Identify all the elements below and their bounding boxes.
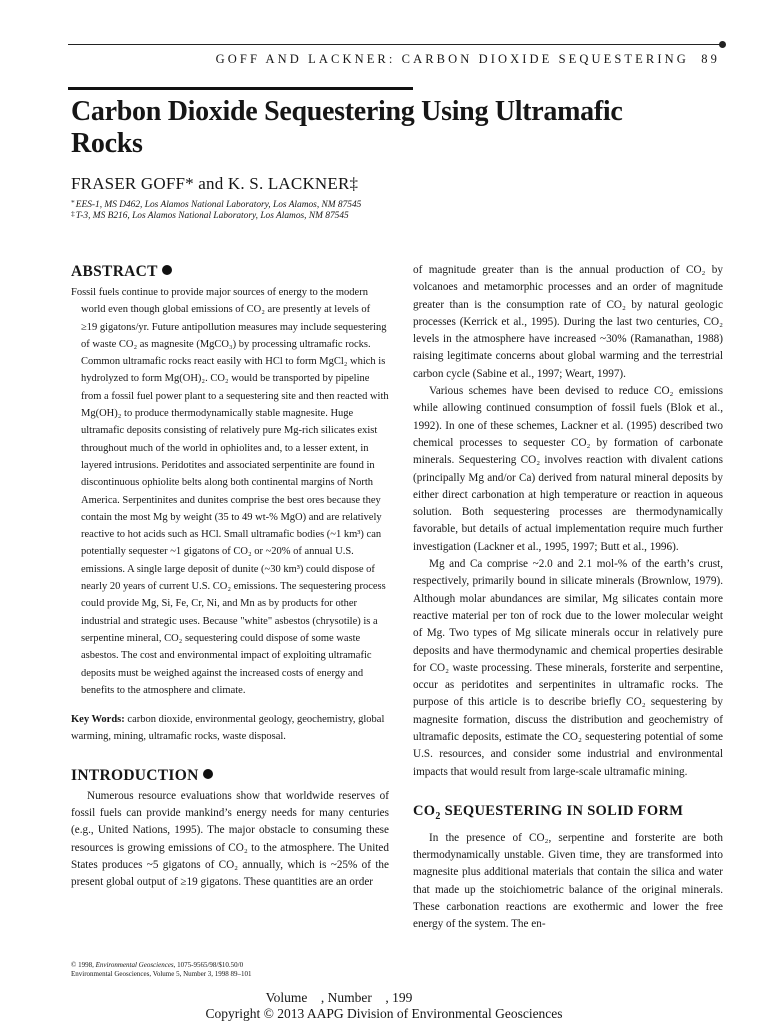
affiliation-mark: *: [71, 198, 75, 207]
footnote-prefix: © 1998,: [71, 961, 96, 969]
top-rule-dot: [719, 41, 726, 48]
affiliation-2: [71, 208, 451, 223]
keywords-label: Key Words:: [71, 714, 125, 726]
footnote-line-1: [71, 961, 391, 970]
keywords: [71, 711, 389, 746]
affiliation-mark: ‡: [71, 209, 75, 218]
copyright-footnote: [71, 961, 391, 979]
abstract-heading: [71, 262, 389, 282]
title-rule: [68, 87, 413, 90]
top-rule: [68, 44, 720, 45]
section-bullet-icon: [162, 265, 172, 275]
introduction-heading: [71, 766, 389, 786]
page-footer-volume: Volume , Number , 199: [265, 990, 413, 1005]
keywords-text: carbon dioxide, environmental geology, geochemistry, global warming, mining, ultramafic rocks, waste disposal.: [71, 714, 385, 743]
body-paragraph: Mg and Ca comprise ~2.0 and 2.1 mol-% of the earth’s crust, respectively, primarily bound in silicate minerals (Brownlow, 1979). Although molar abundances are similar, Mg silicates contain more reactive material per ton of rock due to the lower molecular weight of Mg. Two types of Mg silicate minerals occur in relatively pure deposits and have thermodynamic and chemical properties desirable for CO₂ waste processing. These minerals, forsterite and serpentine, occur as peridotites and serpentinites in ultramafic rocks. The purpose of this article is to describe briefly CO₂ sequestering by magnesite formation, discuss the distribution and geochemistry of ultramafic deposits, estimate the CO₂ sequestering potential of some U.S. resources, and consider some industrial and environmental impacts that would result from large-scale ultramafic mining.: [413, 558, 723, 778]
affiliation-text: EES-1, MS D462, Los Alamos National Laboratory, Los Alamos, NM 87545: [75, 200, 362, 210]
footnote-line-2: Environmental Geosciences, Volume 5, Number 3, 1998 89–101: [71, 970, 252, 978]
page-number: 89: [701, 52, 720, 66]
affiliation-text: T-3, MS B216, Los Alamos National Laboratory, Los Alamos, NM 87545: [75, 211, 349, 221]
running-head-text: GOFF AND LACKNER: CARBON DIOXIDE SEQUESTERING: [215, 52, 689, 66]
introduction-paragraph: Numerous resource evaluations show that worldwide reserves of fossil fuels can provide mankind’s energy needs for many centuries (e.g., United Nations, 1995). The major obstacle to consuming these resources is growing emissions of CO₂ to the atmosphere. The United States produces ~5 gigatons of CO₂ annually, which is ~25% of the present global output of ≥19 gigatons. These quantities are an order: [71, 789, 389, 889]
page-footer-copyright: Copyright © 2013 AAPG Division of Environmental Geosciences: [205, 1006, 563, 1021]
body-paragraph: In the presence of CO₂, serpentine and forsterite are both thermodynamically unstable. Given time, they are transformed into magnesite plus additional materials that contain the silica and water that made up the stoichiometric balance of the original minerals. These carbonation reactions are exothermic and lower the free energy of the system. The en-: [413, 831, 723, 931]
running-head: [180, 52, 720, 67]
introduction-heading-text: INTRODUCTION: [71, 766, 199, 784]
body-paragraph: Various schemes have been devised to reduce CO₂ emissions while allowing continued consumption of fossil fuels (Blok et al., 1992). In one of these schemes, Lackner et al. (1995) described two chemical processes to sequester CO₂ by formation of carbonate minerals. Sequestering CO₂ involves reaction with divalent cations (principally Mg and/or Ca) derived from natural mineral deposits by either direct carbonation at high temperature or reaction in aqueous solution. Both sequestering processes are thermodynamically favorable, but details of actual implementation require much further investigation (Lackner et al., 1995, 1997; Butt et al., 1996).: [413, 385, 723, 553]
section-heading-rest: SEQUESTERING IN SOLID FORM: [440, 802, 684, 819]
section-heading-sub: 2: [435, 810, 441, 822]
footnote-rest: , 1075-9565/98/$10.50/0: [173, 961, 244, 969]
body-paragraph: of magnitude greater than is the annual production of CO₂ by volcanoes and metamorphic processes and an order of magnitude greater than is the consumption rate of CO₂ by natural geologic processes (Kerrick et al., 1995). During the last two centuries, CO₂ levels in the atmosphere have increased ~30% (Ramanathan, 1988) raising legitimate concerns about global warming and the terrestrial carbon cycle (Sabine et al., 1997; Weart, 1997).: [413, 264, 723, 380]
abstract-text: Fossil fuels continue to provide major sources of energy to the modern world even though global emissions of CO₂ are presently at levels of ≥19 gigatons/yr. Future antipollution measures may include sequestering of waste CO₂ as magnesite (MgCO₃) by processing ultramafic rocks. Common ultramafic rocks react easily with HCl to form MgCl₂ which is hydrolyzed to form Mg(OH)₂. CO₂ would be transported by pipeline from a fossil fuel power plant to a sequestering site and then reacted with Mg(OH)₂ to produce thermodynamically stable magnesite. Huge ultramafic deposits consisting of relatively pure Mg-rich silicates exist throughout much of the world in ophiolites and, to a lesser extent, in layered intrusions. Peridotites and associated serpentinite are found in discontinuous ophiolite belts along both continental margins of North America. Serpentinites and dunites comprise the best ores because they contain the most Mg by weight (35 to 49 wt-% MgO) and are relatively reactive to hot acids such as HCl. Small ultramafic bodies (~1 km³) can potentially sequester ~1 gigatons of CO₂ or ~20% of annual U.S. emissions. A single large deposit of dunite (~30 km³) could dispose of nearly 20 years of current U.S. CO₂ emissions. The sequestering process could provide Mg, Si, Fe, Cr, Ni, and Mn as by products for other industrial and strategic uses. Because "white" asbestos (chrysotile) is a serpentine mineral, CO₂ sequestering could dispose of some waste asbestos. The cost and environmental impact of exploiting ultramafic deposits must be weighed against the increased costs of energy and benefits to the atmosphere and climate.: [71, 287, 389, 696]
footnote-journal: Environmental Geosciences: [95, 961, 174, 969]
left-column: [71, 262, 389, 892]
authors: FRASER GOFF* and K. S. LACKNER‡: [71, 174, 359, 193]
abstract-heading-text: ABSTRACT: [71, 263, 158, 280]
article-title: Carbon Dioxide Sequestering Using Ultramafic Rocks: [71, 96, 623, 159]
right-column: [413, 262, 723, 934]
section-heading-prefix: CO: [413, 802, 436, 819]
section-bullet-icon: [203, 769, 213, 779]
section-heading: [413, 801, 723, 827]
